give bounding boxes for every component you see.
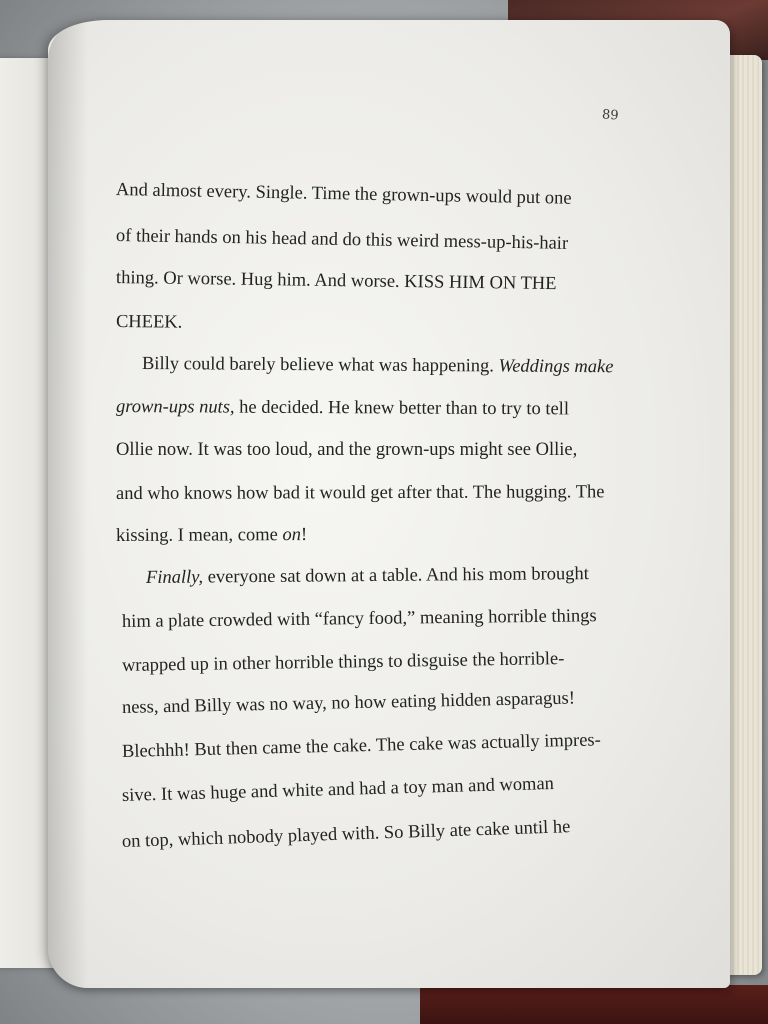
text-run: he decided. He knew better than to try to tell	[239, 397, 570, 420]
text-run: Ollie now. It was too loud, and the grown-ups might see Ollie,	[116, 440, 578, 460]
text-line	[116, 312, 183, 334]
book-gutter-shadow	[48, 20, 88, 988]
text-run-italic: Finally,	[145, 567, 204, 588]
wooden-table-bottom	[420, 985, 768, 1024]
text-run: on top, which nobody played with. So Billy ate cake until he	[121, 817, 571, 852]
text-run: and who knows how bad it would get after that. The hugging. The	[115, 482, 605, 504]
text-run: ness, and Billy was no way, no how eating hidden asparagus!	[121, 688, 576, 718]
text-run: him a plate crowded with “fancy food,” meaning horrible things	[121, 606, 597, 632]
text-run: And almost every. Single. Time the grown-ups would put one	[115, 180, 572, 209]
text-line	[116, 525, 307, 547]
text-run: of their hands on his head and do this weird mess-up-his-hair	[115, 226, 569, 254]
text-line	[142, 354, 614, 378]
page-number: 89	[601, 107, 620, 124]
text-run: sive. It was huge and white and had a toy man and woman	[121, 773, 555, 806]
text-run: wrapped up in other horrible things to disguise the horrible-	[121, 649, 565, 676]
text-run: Billy could barely believe what was happening.	[141, 354, 494, 377]
text-run: Blechhh! But then came the cake. The cake was actually impres-	[121, 730, 602, 762]
text-run-italic: on	[282, 525, 302, 546]
text-run: thing. Or worse. Hug him. And worse. KISS HIM ON THE	[115, 268, 557, 295]
text-run-italic: grown-ups nuts,	[115, 397, 235, 418]
text-line	[116, 482, 605, 505]
text-run: CHEEK.	[115, 312, 183, 333]
text-run: !	[300, 524, 308, 546]
text-line	[116, 397, 569, 420]
text-line	[116, 440, 577, 461]
text-run-italic: Weddings make	[498, 356, 614, 378]
text-run: everyone sat down at a table. And his mom brought	[207, 564, 589, 588]
text-line	[146, 564, 589, 589]
text-run: kissing. I mean, come	[115, 525, 278, 546]
